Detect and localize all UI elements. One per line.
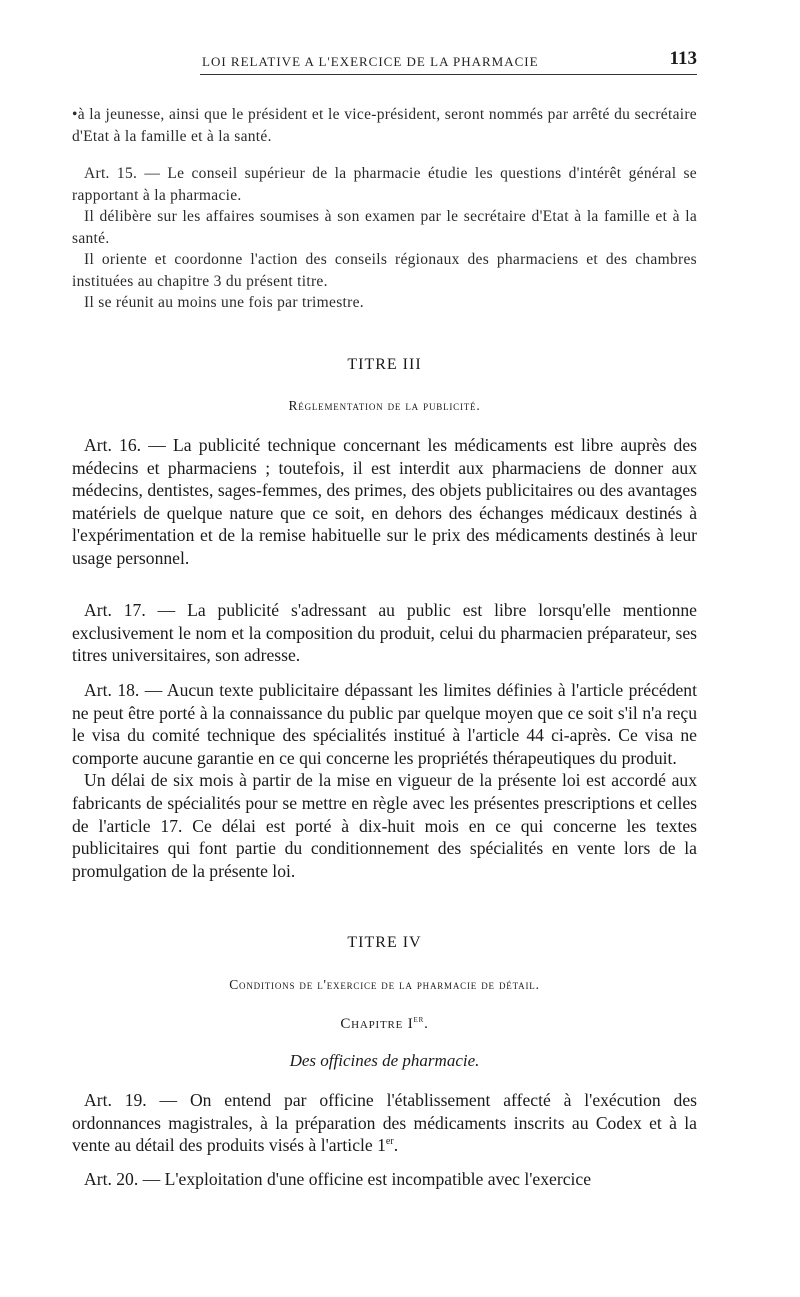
article-20: [72, 1168, 697, 1191]
chapter-ordinal: er: [413, 1014, 425, 1025]
art19-period: .: [393, 1135, 399, 1156]
continuation-paragraph: •à la jeunesse, ainsi que le président et le vice-président, seront nommés par arrêté du secrétaire d'Etat à la famille et à la santé.: [72, 106, 697, 145]
chapter-label: Chapitre I: [340, 1016, 414, 1032]
art16-paragraph: Art. 16. — La publicité technique concernant les médicaments est libre auprès des médecins et pharmaciens ; toutefois, il est interdit aux pharmaciens de donner aux médecins, dentistes, sages-femmes, des primes, des objets publicitaires ou des avantages matériels de quelque nature que ce soit, en dehors des échanges médicaux destinés à l'expérimentation et de la remise habituelle sur le prix des médicaments destinés à leur usage personnel.: [72, 435, 697, 568]
art15-paragraph-1: Art. 15. — Le conseil supérieur de la pharmacie étudie les questions d'intérêt général se rapportant à la pharmacie.: [72, 165, 697, 204]
continuation-block: [72, 104, 697, 147]
art19-ordinal: er: [385, 1136, 394, 1148]
article-19: [72, 1089, 697, 1157]
art18-paragraph-2: Un délai de six mois à partir de la mise en vigueur de la présente loi est accordé aux fabricants de spécialités pour se mettre en règle avec les présentes prescriptions et celles de l'article 17. Ce délai est porté à dix-huit mois en ce qui concerne les textes publicitaires qui font partie du conditionnement des spécialités en vente lors de la promulgation de la présente loi.: [72, 770, 697, 881]
titre-3-heading: TITRE III: [347, 356, 422, 373]
titre-4-heading: TITRE IV: [347, 934, 422, 951]
page-header: [72, 46, 697, 72]
chapter-heading: [72, 1016, 697, 1033]
titre-4-subtitle: Conditions de l'exercice de la pharmacie de détail.: [229, 977, 540, 992]
article-15: [72, 163, 697, 314]
art18-paragraph-1: Art. 18. — Aucun texte publicitaire dépassant les limites définies à l'article précédent ne peut être porté à la connaissance du public par quelque moyen que ce soit s'il n'a reçu le visa du comité technique des spécialités institué à l'article 44 ci-après. Ce visa ne comporte aucune garantie en ce qui concerne les propriétés thérapeutiques du produit.: [72, 680, 697, 768]
art15-paragraph-2: Il délibère sur les affaires soumises à son examen par le secrétaire d'Etat à la famille et à la santé.: [72, 208, 697, 247]
running-title: LOI RELATIVE A L'EXERCICE DE LA PHARMACIE: [202, 54, 539, 69]
section-heading: Des officines de pharmacie.: [289, 1051, 480, 1070]
art17-paragraph: Art. 17. — La publicité s'adressant au public est libre lorsqu'elle mentionne exclusivement le nom et la composition du produit, celui du pharmacien préparateur, ses titres universitaires, son adresse.: [72, 600, 697, 666]
art15-paragraph-4: Il se réunit au moins une fois par trimestre.: [84, 294, 364, 311]
titre-3-subtitle: Réglementation de la publicité.: [288, 398, 481, 413]
art19-text: Art. 19. — On entend par officine l'établissement affecté à l'exécution des ordonnances magistrales, à la préparation des médicaments inscrits au Codex et à la vente au détail des produits visés à l'article 1: [72, 1090, 697, 1156]
article-18: [72, 679, 697, 882]
header-rule: [200, 74, 697, 75]
page-number: 113: [669, 48, 697, 69]
art15-paragraph-3: Il oriente et coordonne l'action des conseils régionaux des pharmaciens et des chambres instituées au chapitre 3 du présent titre.: [72, 251, 697, 290]
chapter-period: .: [424, 1016, 429, 1032]
article-17: [72, 599, 697, 667]
art20-paragraph: Art. 20. — L'exploitation d'une officine est incompatible avec l'exercice: [84, 1169, 592, 1189]
art19-paragraph: [72, 1089, 697, 1157]
article-16: [72, 434, 697, 570]
